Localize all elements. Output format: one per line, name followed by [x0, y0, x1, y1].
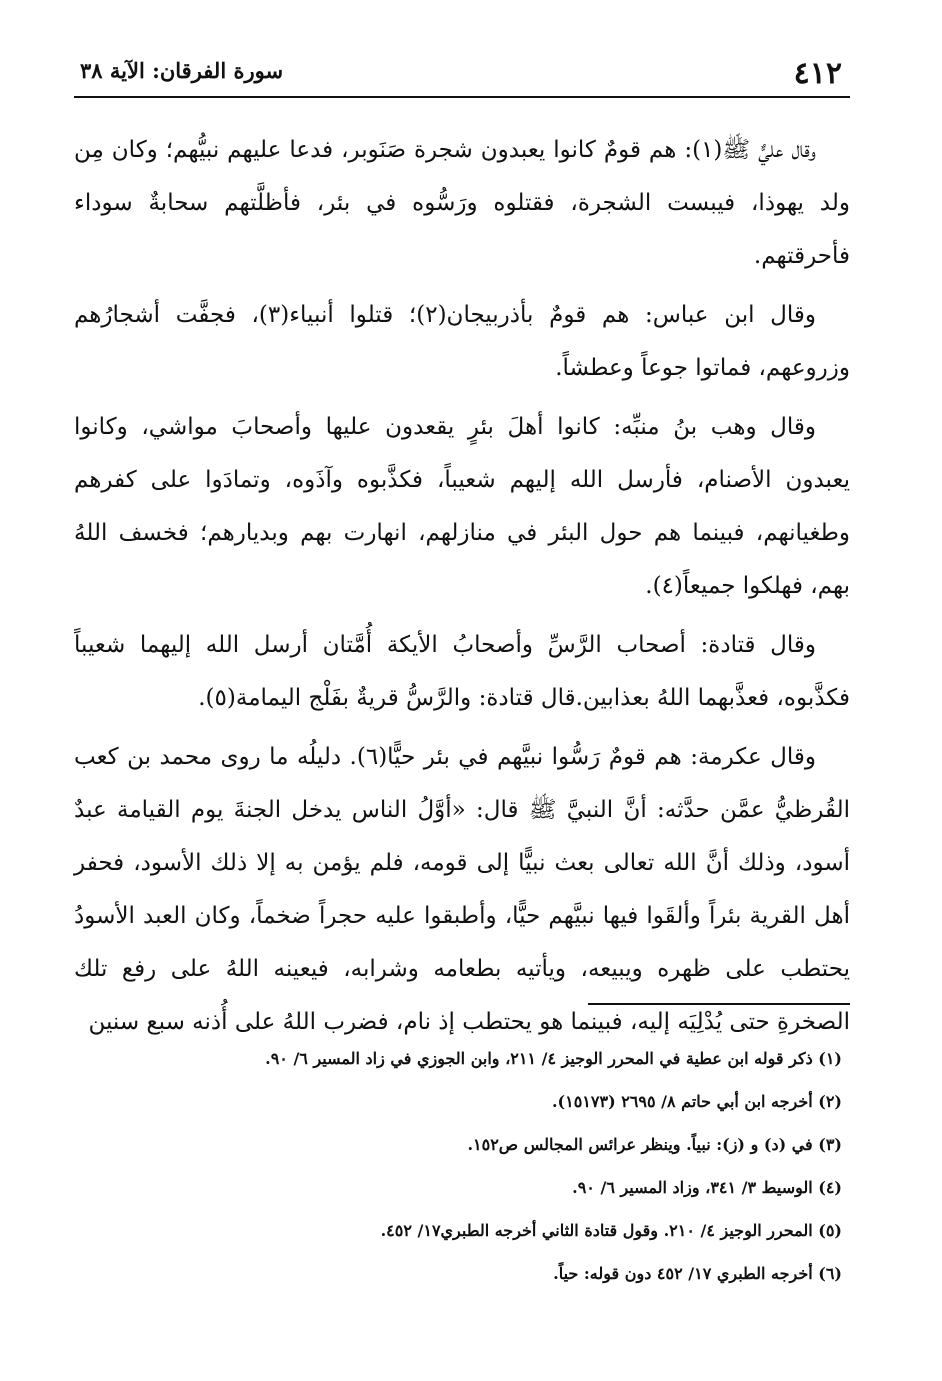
footnote-1: (١) ذكر قوله ابن عطية في المحرر الوجيز ٤/ ٢١١، وابن الجوزي في زاد المسير ٦/ ٩٠. — [265, 1049, 842, 1068]
paragraph-wahb: وقال وهب بنُ منبِّه: كانوا أهلَ بئرٍ يقعدون عليها وأصحابَ مواشي، وكانوا يعبدون الأصنام، فأرسل الله إليهم شعيباً، فكذَّبوه وآذَوه، وتمادَوا على كفرهم وطغيانهم، فبينما هم حول البئر في منازلهم، انهارت بهم وبديارهم؛ فخسف اللهُ بهم، فهلكوا جميعاً(٤). — [74, 414, 850, 599]
footnotes — [74, 1044, 850, 1302]
footnote-4: (٤) الوسيط ٣/ ٣٤١، وزاد المسير ٦/ ٩٠. — [572, 1178, 842, 1197]
paragraph-qatada: وقال قتادة: أصحاب الرَّسِّ وأصحابُ الأيكة أُمَّتان أرسل الله إليهما شعيباً فكذَّبوه، فعذَّبهما اللهُ بعذابين.قال قتادة: والرَّسُّ قريةٌ بفَلْج اليمامة(٥). — [74, 632, 850, 711]
page-number: ٤١٢ — [793, 56, 842, 91]
footnote-3: (٣) في (د) و (ز): نبياً. وينظر عرائس المجالس ص١٥٢. — [467, 1135, 842, 1154]
footnote-6: (٦) أخرجه الطبري ١٧/ ٤٥٢ دون قوله: حياً. — [553, 1264, 842, 1283]
footnote-divider — [588, 1003, 850, 1005]
footnote-2: (٢) أخرجه ابن أبي حاتم ٨/ ٢٦٩٥ (١٥١٧٣). — [551, 1092, 842, 1111]
paragraph-ali: وقال عليٌّ ﷺ(١): هم قومٌ كانوا يعبدون شجرة صَنَوبر، فدعا عليهم نبيُّهم؛ وكان مِن ولد يهوذا، فيبست الشجرة، فقتلوه ورَسُّوه في بئر، فأظلَّتهم سحابةٌ سوداء فأحرقتهم. — [74, 137, 850, 269]
main-text — [74, 124, 850, 1055]
paragraph-ikrima: وقال عكرمة: هم قومٌ رَسُّوا نبيَّهم في بئر حيًّا(٦). دليلُه ما روى محمد بن كعب القُرظيُّ عمَّن حدَّثه: أنَّ النبيَّ ﷺ قال: «أوَّلُ الناس يدخل الجنةَ يوم القيامة عبدٌ أسود، وذلك أنَّ الله تعالى بعث نبيًّا إلى قومه، فلم يؤمن به إلا ذلك الأسود، فحفر أهل القرية بئراً وألقَوا فيها نبيَّهم حيًّا، وأطبقوا عليه حجراً ضخماً، وكان العبد الأسودُ يحتطب على ظهره ويبيعه، ويأتيه بطعامه وشرابه، فيعينه اللهُ على رفع تلك الصخرةِ حتى يُدْلِيَه إليه، فبينما هو يحتطب إذ نام، فضرب اللهُ على أُذنه سبع سنين — [74, 744, 850, 1035]
paragraph-ibn-abbas: وقال ابن عباس: هم قومٌ بأذربيجان(٢)؛ قتلوا أنبياء(٣)، فجفَّت أشجارُهم وزروعهم، فماتوا جوعاً وعطشاً. — [74, 302, 850, 381]
page-header — [74, 52, 850, 98]
footnote-5: (٥) المحرر الوجيز ٤/ ٢١٠. وقول قتادة الثاني أخرجه الطبري١٧/ ٤٥٢. — [380, 1221, 842, 1240]
running-title: سورة الفرقان: الآية ٣٨ — [80, 58, 284, 83]
